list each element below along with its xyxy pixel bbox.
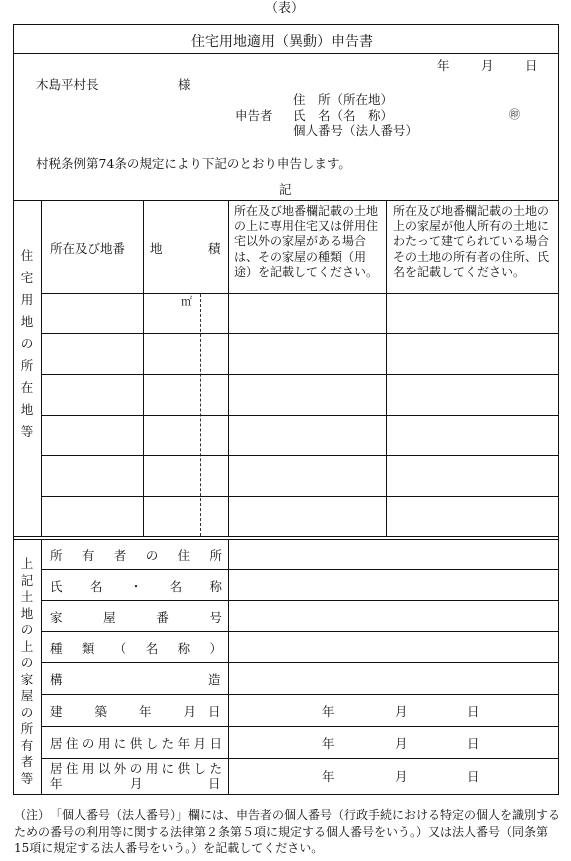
residential-year: 年 bbox=[322, 736, 335, 751]
row-nonresidential-date-year: 年 bbox=[50, 776, 63, 791]
residential-day: 日 bbox=[467, 736, 480, 751]
row-nonresidential-date-day: 日 bbox=[208, 776, 221, 791]
nonresidential-month: 月 bbox=[395, 769, 408, 784]
row-house-number: 家屋番号 bbox=[50, 610, 222, 625]
declaration-text: 村税条例第74条の規定により下記のとおり申告します。 bbox=[36, 156, 351, 171]
applicant-name: 氏 名（名 称） bbox=[293, 108, 394, 123]
row-structure-b: 造 bbox=[208, 672, 221, 687]
row-house-type: 種類（名称） bbox=[50, 641, 222, 656]
row-owner-name: 氏名・名称 bbox=[50, 579, 222, 594]
addressee-name: 木島平村長 bbox=[36, 77, 99, 92]
nonresidential-day: 日 bbox=[467, 769, 480, 784]
form-frame bbox=[13, 24, 559, 795]
row-nonresidential-date-month: 月 bbox=[130, 776, 143, 791]
nonresidential-year: 年 bbox=[322, 769, 335, 784]
col-owner-header: 所在及び地番欄記載の土地の上の家屋が他人所有の土地にわたって建てられている場合その土地の所有者の住所、氏名を記載してください。 bbox=[393, 204, 550, 279]
col-area-header-1: 地 bbox=[150, 241, 163, 256]
ki-mark: 記 bbox=[279, 182, 292, 197]
date-month: 月 bbox=[481, 58, 494, 73]
built-year: 年 bbox=[322, 704, 335, 719]
row-residential-date: 居住の用に供した年月日 bbox=[50, 736, 222, 751]
built-month: 月 bbox=[395, 704, 408, 719]
row-structure-a: 構 bbox=[50, 672, 63, 687]
residential-month: 月 bbox=[395, 736, 408, 751]
date-year: 年 bbox=[437, 58, 450, 73]
built-day: 日 bbox=[467, 704, 480, 719]
row-nonresidential-date-1: 居住用以外の用に供した bbox=[50, 761, 222, 776]
row-built-date-a: 建築年月 bbox=[50, 704, 196, 719]
section2-vertical-label: 上 記 土 地 の 上 の 家 屋 の 所 有 者 等 bbox=[20, 556, 34, 786]
date-day: 日 bbox=[525, 58, 538, 73]
section1-vertical-label: 住 宅 用 地 の 所 在 地 等 bbox=[20, 248, 34, 439]
addressee-suffix: 様 bbox=[178, 77, 191, 92]
header-tag: （表） bbox=[265, 1, 305, 16]
form-title: 住宅用地適用（異動）申告書 bbox=[191, 34, 373, 50]
col-location-header: 所在及び地番 bbox=[50, 241, 126, 256]
col-usage-header: 所在及び地番欄記載の土地の上に専用住宅又は併用住宅以外の家屋がある場合は、その家屋の種類（用途）を記載してください。 bbox=[234, 204, 379, 279]
col-area-header-2: 積 bbox=[208, 241, 221, 256]
applicant-address: 住 所（所在地） bbox=[293, 92, 394, 107]
footnote: （注） 「個人番号（法人番号）」欄には、申告者の個人番号（行政手続における特定の個人を識別するための番号の利用等に関する法律第２条第５項に規定する個人番号をいう。）又は法人番号（同条第15項に規定する法人番号をいう。）を記載してください。 bbox=[14, 808, 561, 855]
row-built-date-b: 日 bbox=[208, 704, 221, 719]
seal-mark: ㊞ bbox=[509, 108, 520, 121]
applicant-id-number: 個人番号（法人番号） bbox=[293, 123, 419, 138]
row-owner-address: 所有者の住所 bbox=[50, 548, 222, 563]
area-unit: ㎡ bbox=[181, 295, 192, 308]
applicant-label: 申告者 bbox=[235, 108, 273, 123]
